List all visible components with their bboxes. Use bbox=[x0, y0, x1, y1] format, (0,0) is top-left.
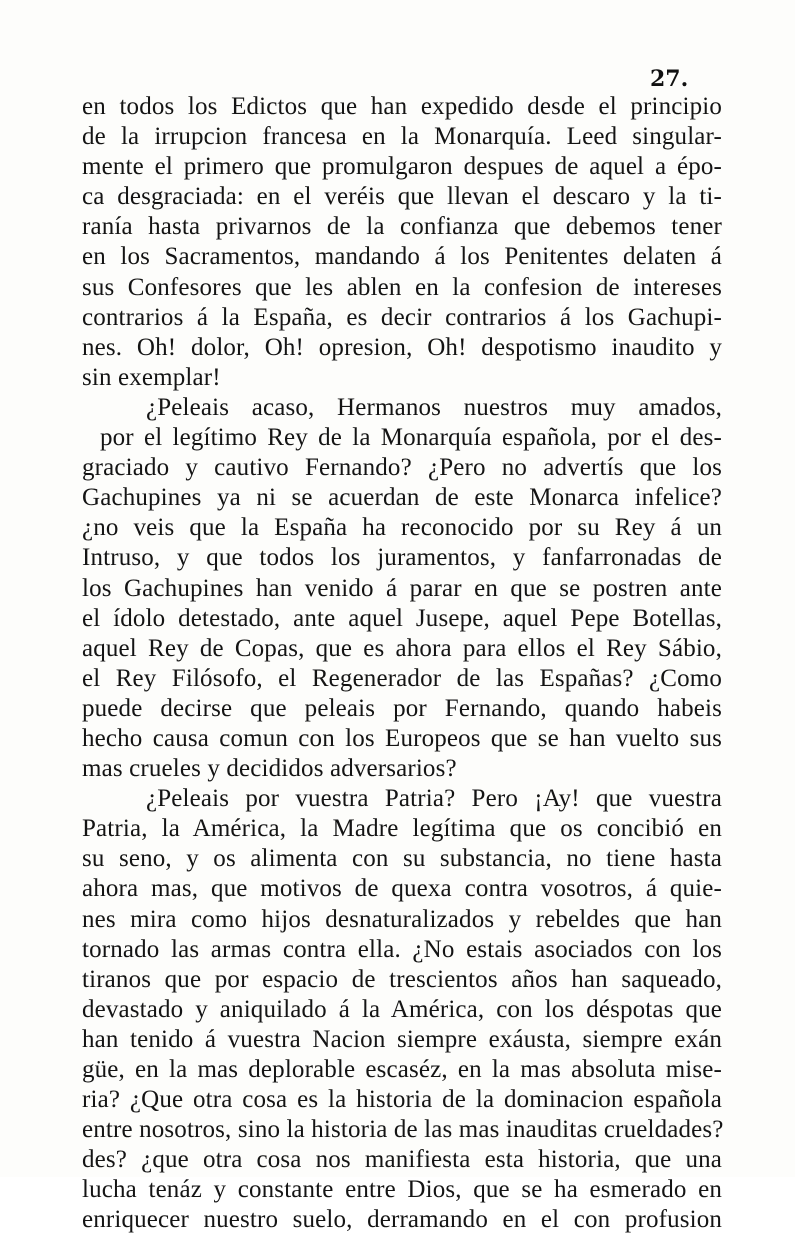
text-line: güe, en la mas deplorable escaséz, en la mas absoluta mise- bbox=[82, 1056, 722, 1083]
text-line: Gachupines ya ni se acuerdan de este Monarca infelice? bbox=[82, 484, 722, 512]
text-line: por el legítimo Rey de la Monarquía española, por el des- bbox=[100, 424, 722, 452]
text-line: contrarios á la España, es decir contrarios á los Gachupi- bbox=[82, 303, 722, 331]
text-line: aquel Rey de Copas, que es ahora para ellos el Rey Sábio, bbox=[82, 634, 722, 662]
text-line: mente el primero que promulgaron despues de aquel a épo- bbox=[82, 153, 722, 181]
text-line: mas crueles y decididos adversarios? bbox=[82, 755, 457, 783]
text-line: de la irrupcion francesa en la Monarquía. Leed singular- bbox=[82, 123, 722, 151]
text-line: entre nosotros, sino la historia de las mas inauditas crueldades? bbox=[82, 1116, 724, 1144]
text-line: Intruso, y que todos los juramentos, y fanfarronadas de bbox=[82, 544, 722, 572]
text-line: tornado las armas contra ella. ¿No estais asociados con los bbox=[82, 935, 722, 963]
text-line: su seno, y os alimenta con su substancia, no tiene hasta bbox=[82, 845, 722, 873]
page-number: 27. bbox=[650, 66, 689, 92]
text-line: hecho causa comun con los Europeos que se han vuelto sus bbox=[82, 724, 722, 752]
text-line: ranía hasta privarnos de la confianza que debemos tener bbox=[82, 213, 722, 241]
text-line: des? ¿que otra cosa nos manifiesta esta historia, que una bbox=[82, 1146, 722, 1174]
text-line: nes. Oh! dolor, Oh! opresion, Oh! despotismo inaudito y bbox=[82, 333, 722, 361]
paragraph-start-line: ¿Peleais acaso, Hermanos nuestros muy amados, bbox=[146, 393, 722, 421]
paragraph-start-line: ¿Peleais por vuestra Patria? Pero ¡Ay! que vuestra bbox=[146, 785, 722, 813]
text-line: graciado y cautivo Fernando? ¿Pero no advertís que los bbox=[82, 454, 722, 482]
text-line: nes mira como hijos desnaturalizados y rebeldes que han bbox=[82, 905, 722, 933]
text-line: en los Sacramentos, mandando á los Penitentes delaten á bbox=[82, 243, 722, 271]
text-line: en todos los Edictos que han expedido desde el principio bbox=[82, 93, 722, 120]
text-line: sin exemplar! bbox=[82, 363, 221, 391]
text-line: lucha tenáz y constante entre Dios, que se ha esmerado en bbox=[82, 1176, 722, 1204]
text-line: sus Confesores que les ablen en la confesion de intereses bbox=[82, 273, 722, 301]
text-line: ria? ¿Que otra cosa es la historia de la dominacion española bbox=[82, 1086, 722, 1114]
text-line: puede decirse que peleais por Fernando, quando habeis bbox=[82, 694, 722, 722]
text-line: han tenido á vuestra Nacion siempre exáusta, siempre exán bbox=[82, 1025, 722, 1053]
text-line: enriquecer nuestro suelo, derramando en el con profusion bbox=[82, 1206, 722, 1234]
body-text bbox=[82, 92, 722, 1236]
text-line: devastado y aniquilado á la América, con los déspotas que bbox=[82, 995, 722, 1023]
text-line: Patria, la América, la Madre legítima que os concibió en bbox=[82, 815, 722, 843]
text-line: tiranos que por espacio de trescientos años han saqueado, bbox=[82, 965, 722, 993]
text-line: el Rey Filósofo, el Regenerador de las Españas? ¿Como bbox=[82, 664, 722, 692]
text-line: ¿no veis que la España ha reconocido por su Rey á un bbox=[82, 514, 722, 542]
text-line: ca desgraciada: en el veréis que llevan el descaro y la ti- bbox=[82, 183, 722, 211]
text-line: ahora mas, que motivos de quexa contra vosotros, á quie- bbox=[82, 875, 722, 903]
text-line: los Gachupines han venido á parar en que se postren ante bbox=[82, 574, 722, 602]
text-line: el ídolo detestado, ante aquel Jusepe, aquel Pepe Botellas, bbox=[82, 604, 722, 632]
